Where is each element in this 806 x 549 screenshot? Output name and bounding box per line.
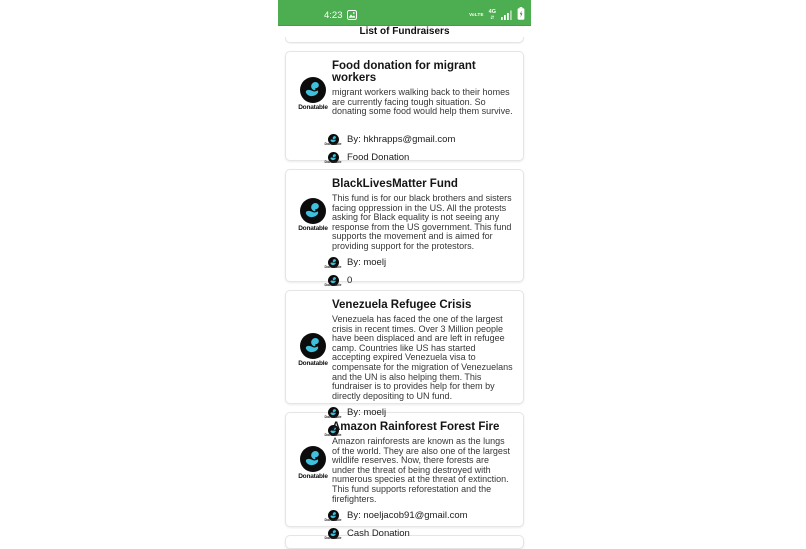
mobile-data-icon: 4G ⇵ bbox=[488, 9, 496, 21]
logo-caption: Donatable bbox=[298, 104, 328, 111]
donatable-logo-icon bbox=[300, 333, 326, 359]
fundraiser-category: Food Donation bbox=[347, 151, 410, 163]
card-partial-top[interactable] bbox=[285, 37, 524, 43]
phone-screen bbox=[278, 0, 531, 540]
fundraiser-by-row bbox=[324, 132, 514, 146]
logo-caption: Donatable bbox=[298, 472, 328, 480]
fundraiser-card[interactable] bbox=[285, 169, 524, 288]
donatable-mini-icon: Donatable bbox=[327, 255, 339, 270]
fundraiser-card[interactable] bbox=[285, 412, 524, 540]
fundraiser-title: Amazon Rainforest Forest Fire bbox=[332, 421, 500, 433]
cellular-signal-icon bbox=[501, 7, 512, 25]
fundraiser-category-row bbox=[324, 274, 514, 288]
donatable-mini-icon: Donatable bbox=[327, 132, 339, 147]
clock: 4:23 bbox=[324, 10, 343, 21]
donatable-mini-icon: Donatable bbox=[327, 423, 339, 438]
fundraiser-by-row bbox=[324, 256, 514, 270]
volte-icon: VoLTE bbox=[469, 12, 484, 18]
donatable-logo-icon bbox=[300, 77, 326, 103]
fundraiser-list bbox=[278, 51, 531, 549]
logo-caption: Donatable bbox=[298, 360, 328, 368]
donatable-mini-icon: Donatable bbox=[327, 526, 339, 541]
data-arrows-icon: ⇵ bbox=[490, 15, 495, 21]
donatable-logo-icon bbox=[300, 198, 326, 224]
fundraiser-by-row bbox=[324, 508, 514, 522]
fundraiser-description: migrant workers walking back to their homes are currently facing tough situation. So donating some food would help them survive. bbox=[332, 87, 513, 117]
app-bar bbox=[278, 26, 531, 37]
fundraiser-title: Venezuela Refugee Crisis bbox=[332, 299, 472, 311]
donatable-mini-icon: Donatable bbox=[327, 405, 339, 420]
donatable-mini-icon: Donatable bbox=[327, 273, 339, 288]
card-text-column bbox=[332, 299, 514, 401]
status-bar-right bbox=[469, 7, 525, 25]
donatable-logo-icon bbox=[300, 446, 326, 472]
fundraiser-card[interactable] bbox=[285, 51, 524, 164]
page-title: List of Fundraisers bbox=[359, 26, 450, 37]
donatable-mini-icon: Donatable bbox=[327, 508, 339, 523]
battery-icon bbox=[517, 7, 525, 25]
fundraiser-by: By: hkhrapps@gmail.com bbox=[347, 133, 456, 145]
fundraiser-title: Food donation for migrant workers bbox=[332, 60, 476, 84]
donatable-mini-icon: Donatable bbox=[327, 150, 339, 165]
fundraiser-description: This fund is for our black brothers and sisters facing oppression in the US. All the protests asking for Black equality is not seeing any response from the US government. This fund supports the movement and is aimed for providing support for the protestors. bbox=[332, 193, 512, 251]
card-logo-column bbox=[294, 198, 332, 232]
card-header-area bbox=[294, 178, 514, 252]
fundraiser-by: By: moelj bbox=[347, 406, 387, 418]
fundraiser-by: By: noeljacob91@gmail.com bbox=[347, 509, 468, 521]
card-header-area bbox=[294, 299, 514, 401]
status-bar-left bbox=[324, 7, 357, 25]
fundraiser-title: BlackLivesMatter Fund bbox=[332, 178, 458, 190]
card-logo-column bbox=[294, 77, 332, 111]
fundraiser-category: Cash Donation bbox=[347, 527, 410, 539]
status-bar bbox=[278, 0, 531, 26]
card-logo-column bbox=[294, 446, 332, 480]
image-notification-icon bbox=[347, 7, 357, 25]
fundraiser-description: Venezuela has faced the one of the largest crisis in recent times. Over 3 Million people have been displaced and are left in refugee camp. Countries like US has started accepting expired Venezuela visa to compensate for the migration of Venezuelans and the UN is also helping them. This fundraiser is to provides help for them by directly depositing to UN fund. bbox=[332, 314, 513, 401]
card-text-column bbox=[332, 421, 514, 504]
card-text-column bbox=[332, 178, 514, 252]
fundraiser-description: Amazon rainforests are known as the lungs of the world. They are also one of the largest wildlife reserves. Now, there forests are under the threat of being destroyed with numerous species at the threat of extinction. This fund supports reforestation and the firefighters. bbox=[332, 436, 510, 504]
logo-caption: Donatable bbox=[298, 224, 328, 232]
card-text-column bbox=[332, 60, 514, 128]
card-header-area bbox=[294, 60, 514, 128]
fundraiser-category: 0 bbox=[347, 275, 353, 287]
fundraiser-by: By: moelj bbox=[347, 257, 387, 269]
fundraiser-category-row bbox=[324, 150, 514, 164]
card-logo-column bbox=[294, 333, 332, 367]
